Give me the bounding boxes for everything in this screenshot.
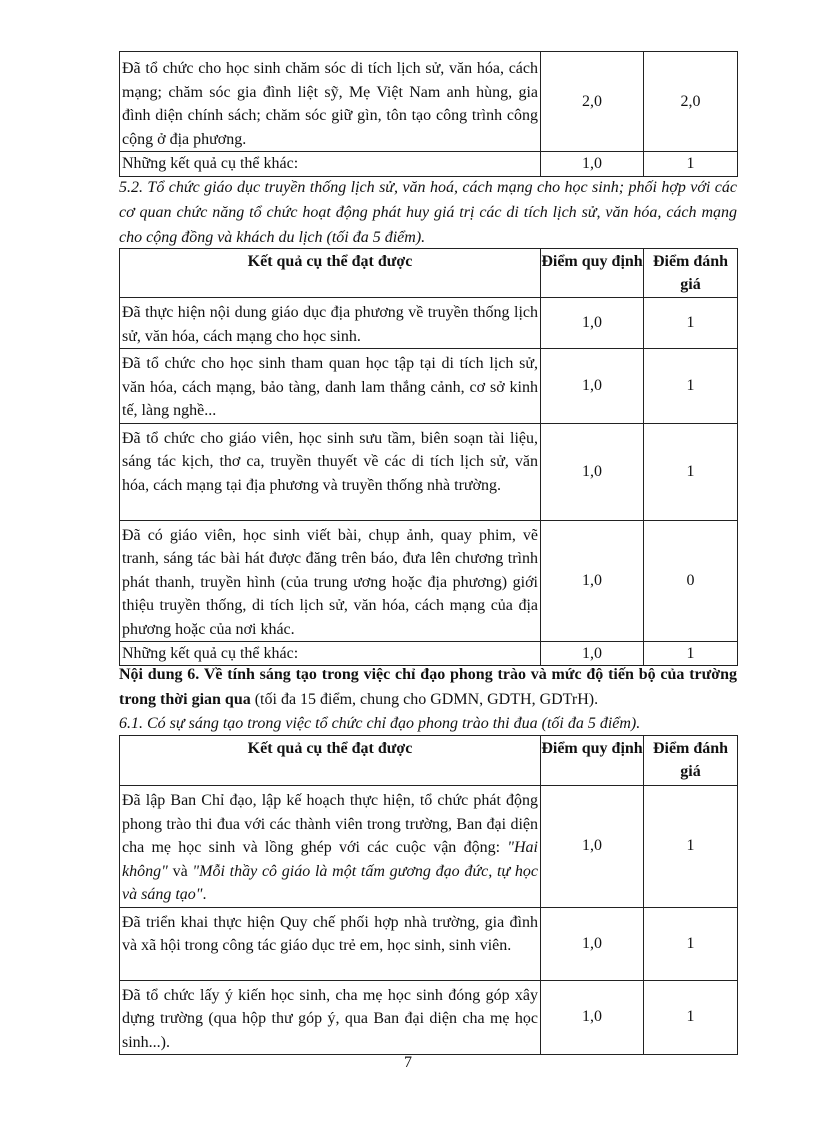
noi-dung-6-note: (tối đa 15 điểm, chung cho GDMN, GDTH, GDTrH). [250, 691, 599, 708]
cell-diem-quy-dinh: 1,0 [541, 423, 644, 520]
cell-description: Đã tổ chức cho giáo viên, học sinh sưu tầm, biên soạn tài liệu, sáng tác kịch, thơ ca, truyền thuyết về các di tích lịch sử, văn hóa, cách mạng tại địa phương và truyền thống nhà trường. [120, 423, 541, 520]
header-ket-qua: Kết quả cụ thể đạt được [120, 736, 541, 786]
header-diem-danh-gia: Điểm đánh giá [644, 249, 738, 298]
noi-dung-6-heading [119, 662, 737, 712]
cell-diem-danh-gia: 2,0 [644, 52, 738, 152]
table-row [120, 152, 738, 177]
cell-diem-danh-gia: 0 [644, 520, 738, 642]
header-diem-quy-dinh: Điểm quy định [541, 249, 644, 298]
cell-diem-quy-dinh: 1,0 [541, 786, 644, 908]
cell-diem-quy-dinh: 1,0 [541, 152, 644, 177]
cell-diem-quy-dinh: 1,0 [541, 349, 644, 424]
table-row [120, 980, 738, 1055]
table-row [120, 423, 738, 520]
cell-diem-danh-gia: 1 [644, 907, 738, 980]
header-diem-quy-dinh: Điểm quy định [541, 736, 644, 786]
cell-diem-quy-dinh: 1,0 [541, 520, 644, 642]
table-row [120, 907, 738, 980]
campaign-name-hai-khong: "Hai không" [122, 839, 538, 880]
table-row [120, 520, 738, 642]
cell-description: Đã có giáo viên, học sinh viết bài, chụp ảnh, quay phim, vẽ tranh, sáng tác bài hát được đăng trên báo, đưa lên chương trình phát thanh, truyền hình (của trung ương hoặc địa phương) giới thiệu truyền thống, di tích lịch sử, văn hóa, cách mạng của địa phương hoặc của nơi khác. [120, 520, 541, 642]
cell-diem-quy-dinh: 1,0 [541, 907, 644, 980]
section-5-2-heading: 5.2. Tổ chức giáo dục truyền thống lịch sử, văn hoá, cách mạng cho học sinh; phối hợp với các cơ quan chức năng tổ chức hoạt động phát huy giá trị các di tích lịch sử, văn hóa, cách mạng cho cộng đồng và khách du lịch (tối đa 5 điểm). [119, 179, 737, 246]
table-row [120, 786, 738, 908]
table-5-1-continuation [119, 51, 737, 177]
cell-text: . [202, 886, 207, 903]
cell-text: Đã lập Ban Chỉ đạo, lập kế hoạch thực hiện, tổ chức phát động phong trào thi đua với các thành viên trong trường, Ban đại diện cha mẹ học sinh và lồng ghép với các cuộc vận động: [122, 792, 538, 856]
cell-description [120, 786, 541, 908]
cell-diem-danh-gia: 1 [644, 786, 738, 908]
table-row [120, 298, 738, 349]
cell-diem-danh-gia: 1 [644, 349, 738, 424]
cell-description: Những kết quả cụ thể khác: [120, 152, 541, 177]
table-header-row [120, 249, 738, 298]
cell-diem-quy-dinh: 1,0 [541, 298, 644, 349]
section-6-1-heading: 6.1. Có sự sáng tạo trong việc tổ chức chỉ đạo phong trào thi đua (tối đa 5 điểm). [119, 715, 641, 732]
cell-diem-danh-gia: 1 [644, 298, 738, 349]
cell-diem-danh-gia: 1 [644, 642, 738, 666]
cell-description: Những kết quả cụ thể khác: [120, 642, 541, 666]
cell-description: Đã tổ chức lấy ý kiến học sinh, cha mẹ học sinh đóng góp xây dựng trường (qua hộp thư góp ý, qua Ban đại diện cha mẹ học sinh...). [120, 980, 541, 1055]
table-5-2 [119, 248, 737, 666]
cell-description: Đã triển khai thực hiện Quy chế phối hợp nhà trường, gia đình và xã hội trong công tác giáo dục trẻ em, học sinh, sinh viên. [120, 907, 541, 980]
cell-text: và [167, 862, 193, 880]
header-diem-danh-gia: Điểm đánh giá [644, 736, 738, 786]
table-row [120, 349, 738, 424]
table-6-1 [119, 735, 737, 1055]
campaign-name-moi-thay-co: "Mỗi thầy cô giáo là một tấm gương đạo đức, tự học và sáng tạo" [122, 862, 538, 903]
cell-diem-danh-gia: 1 [644, 980, 738, 1055]
cell-diem-quy-dinh: 1,0 [541, 980, 644, 1055]
cell-description: Đã tổ chức cho học sinh chăm sóc di tích lịch sử, văn hóa, cách mạng; chăm sóc gia đình liệt sỹ, Mẹ Việt Nam anh hùng, gia đình diện chính sách; chăm sóc giữ gìn, tôn tạo công trình công cộng ở địa phương. [120, 52, 541, 152]
noi-dung-6-title: Nội dung 6. Về tính sáng tạo trong việc chỉ đạo phong trào và mức độ tiến bộ của trường trong thời gian qua [119, 666, 737, 708]
table-header-row [120, 736, 738, 786]
cell-description: Đã thực hiện nội dung giáo dục địa phương về truyền thống lịch sử, văn hóa, cách mạng cho học sinh. [120, 298, 541, 349]
cell-diem-quy-dinh: 2,0 [541, 52, 644, 152]
cell-diem-quy-dinh: 1,0 [541, 642, 644, 666]
page-number: 7 [404, 1054, 412, 1071]
cell-description: Đã tổ chức cho học sinh tham quan học tập tại di tích lịch sử, văn hóa, cách mạng, bảo tàng, danh lam thắng cảnh, cơ sở kinh tế, làng nghề... [120, 349, 541, 424]
cell-diem-danh-gia: 1 [644, 423, 738, 520]
table-row [120, 52, 738, 152]
header-ket-qua: Kết quả cụ thể đạt được [120, 249, 541, 298]
cell-diem-danh-gia: 1 [644, 152, 738, 177]
